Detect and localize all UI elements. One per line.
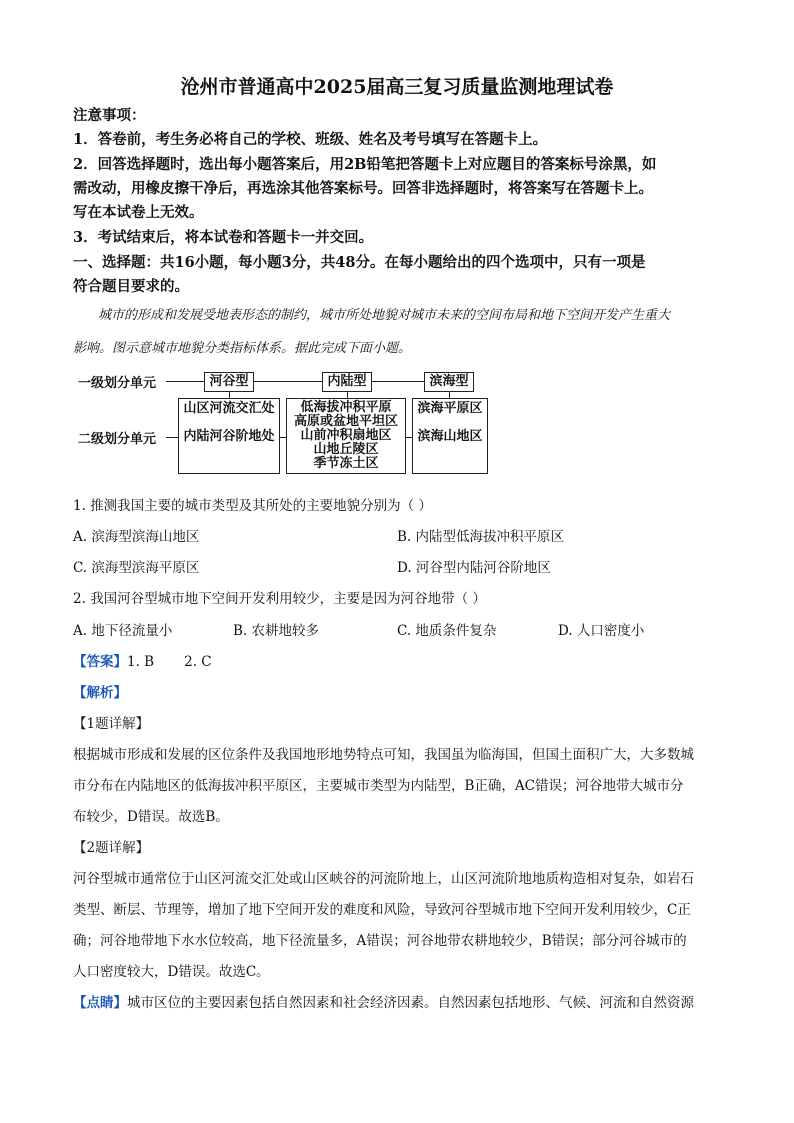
connector-line xyxy=(166,381,204,382)
category-label: 河谷型 xyxy=(209,374,249,389)
subcategory-item: 高原或盆地平坦区 xyxy=(293,414,398,429)
question-2-option-a: A. 地下径流量小 xyxy=(73,623,173,639)
question-1-option-b: B. 内陆型低海拔冲积平原区 xyxy=(397,529,565,545)
connector-line xyxy=(166,437,178,438)
answer-label: 【答案】 xyxy=(73,654,127,670)
question-2-option-d: D. 人口密度小 xyxy=(558,623,645,639)
tip-label: 【点睛】 xyxy=(73,995,127,1011)
question-2-stem: 2. 我国河谷型城市地下空间开发利用较少，主要是因为河谷地带（ ） xyxy=(73,591,486,607)
subcategory-item: 山地丘陵区 xyxy=(313,442,379,457)
answer-line xyxy=(73,650,212,674)
section-heading-cont: 符合题目要求的。 xyxy=(73,278,189,295)
detail-2-label: 【2题详解】 xyxy=(73,840,150,856)
analysis-label: 【解析】 xyxy=(73,685,127,701)
detail-1-text: 布较少，D错误。故选B。 xyxy=(73,809,229,825)
category-label: 内陆型 xyxy=(327,374,367,389)
subcategory-item: 低海拔冲积平原 xyxy=(300,400,392,415)
category-label: 滨海型 xyxy=(429,374,469,389)
section-heading: 一、选择题：共16小题，每小题3分，共48分。在每小题给出的四个选项中，只有一项是 xyxy=(73,254,646,271)
notice-item: 需改动，用橡皮擦干净后，再选涂其他答案标号。回答非选择题时，将答案写在答题卡上。 xyxy=(73,180,653,197)
tip-line xyxy=(73,991,694,1015)
detail-1-label: 【1题详解】 xyxy=(73,716,150,732)
tip-text: 城市区位的主要因素包括自然因素和社会经济因素。自然因素包括地形、气候、河流和自然资源 xyxy=(127,995,694,1011)
level2-label: 二级划分单元 xyxy=(78,432,157,447)
intro-text: 影响。图示意城市地貌分类指标体系。据此完成下面小题。 xyxy=(73,341,412,356)
subcategory-item: 山前冲积扇地区 xyxy=(300,428,392,443)
subcategory-item: 滨海山地区 xyxy=(417,429,483,444)
question-1-stem: 1. 推测我国主要的城市类型及其所处的主要地貌分别为（ ） xyxy=(73,498,432,514)
subcategory-item: 滨海平原区 xyxy=(417,401,483,416)
detail-2-text: 确；河谷地带地下水水位较高，地下径流量多，A错误；河谷地带农耕地较少，B错误；部分河谷城市的 xyxy=(73,933,687,949)
notice-item: 3．考试结束后，将本试卷和答题卡一并交回。 xyxy=(73,229,374,246)
question-1-option-c: C. 滨海型滨海平原区 xyxy=(73,560,200,576)
question-1-option-a: A. 滨海型滨海山地区 xyxy=(73,529,200,545)
notice-item: 写在本试卷上无效。 xyxy=(73,204,204,221)
detail-2-text: 人口密度较大，D错误。故选C。 xyxy=(73,964,270,980)
subcategory-item: 山区河流交汇处 xyxy=(183,401,275,416)
connector-line xyxy=(372,381,424,382)
answer-text: 1. B 2. C xyxy=(127,654,212,670)
detail-2-text: 河谷型城市通常位于山区河流交汇处或山区峡谷的河流阶地上，山区河流阶地地质构造相对复杂，如岩石 xyxy=(73,871,694,887)
detail-2-text: 类型、断层、节理等，增加了地下空间开发的难度和风险，导致河谷型城市地下空间开发利用较少，C正 xyxy=(73,902,691,918)
question-2-option-c: C. 地质条件复杂 xyxy=(397,623,497,639)
question-1-option-d: D. 河谷型内陆河谷阶地区 xyxy=(397,560,551,576)
subcategory-item: 季节冻土区 xyxy=(313,456,379,471)
question-2-option-b: B. 农耕地较多 xyxy=(233,623,320,639)
detail-1-text: 市分布在内陆地区的低海拔冲积平原区，主要城市类型为内陆型，B正确，AC错误；河谷地带大城市分 xyxy=(73,778,684,794)
intro-text: 城市的形成和发展受地表形态的制约，城市所处地貌对城市未来的空间布局和地下空间开发产生重大 xyxy=(98,308,671,323)
connector-line xyxy=(254,381,322,382)
notice-heading: 注意事项： xyxy=(73,107,146,124)
level1-label: 一级划分单元 xyxy=(78,376,157,391)
notice-item: 2．回答选择题时，选出每小题答案后，用2B铅笔把答题卡上对应题目的答案标号涂黑，如 xyxy=(73,156,657,173)
subcategory-item: 内陆河谷阶地处 xyxy=(183,429,275,444)
page-title: 沧州市普通高中2025届高三复习质量监测地理试卷 xyxy=(180,76,614,98)
notice-item: 1．答卷前，考生务必将自己的学校、班级、姓名及考号填写在答题卡上。 xyxy=(73,131,548,148)
detail-1-text: 根据城市形成和发展的区位条件及我国地形地势特点可知，我国虽为临海国，但国土面积广大，大多数城 xyxy=(73,747,694,763)
